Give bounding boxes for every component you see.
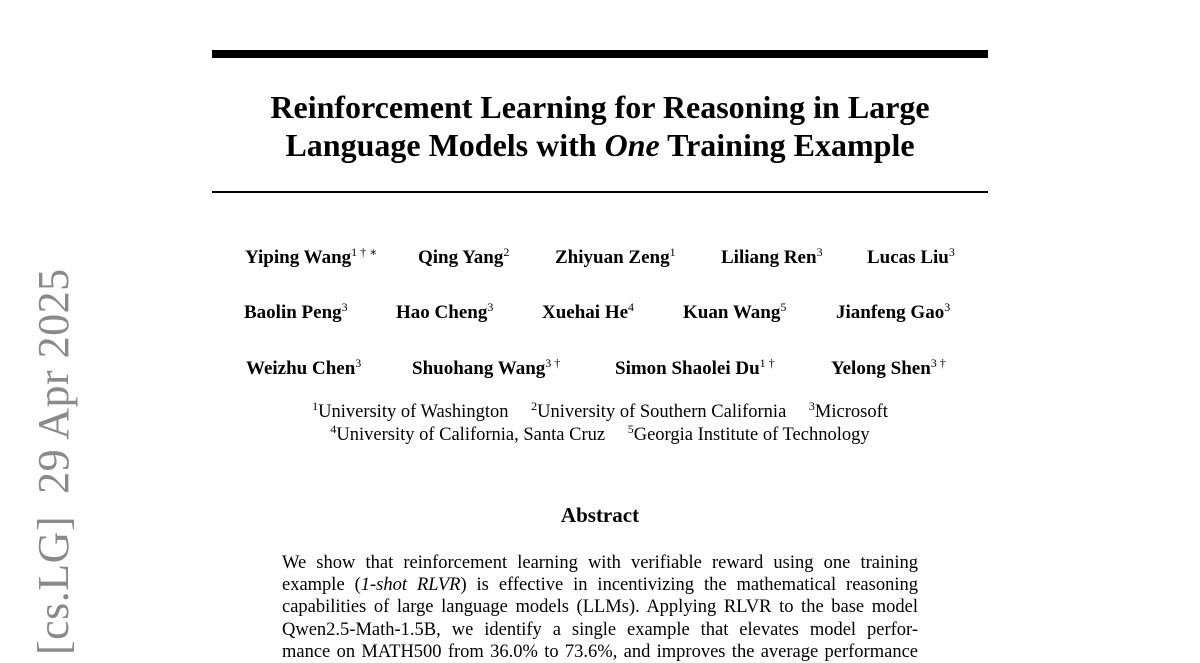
author	[555, 247, 676, 269]
author-name: Xuehai He	[542, 302, 629, 323]
abstract-line	[282, 574, 918, 596]
author-marks: 3	[816, 245, 823, 259]
author-marks: 1 † ∗	[351, 245, 378, 259]
author	[542, 302, 634, 324]
author-marks: 3	[341, 300, 348, 314]
author-marks: 2	[503, 245, 510, 259]
author	[615, 358, 775, 380]
title-top-rule	[212, 50, 988, 58]
author	[412, 358, 560, 380]
author-marks: 3 †	[545, 356, 561, 370]
affiliation-name: University of Southern California	[537, 402, 787, 422]
abstract-text: ) is effective in incentivizing the mathematical reasoning	[460, 575, 918, 596]
abstract-line: Qwen2.5-Math-1.5B, we identify a single example that elevates model perfor-	[282, 619, 918, 640]
author-marks: 3	[355, 356, 362, 370]
author-name: Simon Shaolei Du	[615, 358, 760, 379]
author	[831, 358, 946, 380]
affiliation	[808, 399, 888, 422]
affiliation-number: 2	[531, 399, 538, 413]
abstract-emphasis: 1-shot RLVR	[360, 575, 461, 596]
abstract-line: mance on MATH500 from 36.0% to 73.6%, and improves the average performance	[282, 641, 918, 662]
affiliation-number: 1	[312, 399, 319, 413]
title-line-2-end: Training Example	[659, 127, 915, 163]
author-name: Hao Cheng	[396, 302, 488, 323]
author-marks: 3	[487, 300, 494, 314]
author-name: Weizhu Chen	[246, 358, 356, 379]
author	[836, 302, 950, 324]
affiliation	[312, 399, 509, 422]
author	[245, 247, 377, 269]
paper-title	[212, 88, 988, 164]
author	[721, 247, 823, 269]
abstract-line: capabilities of large language models (LLMs). Applying RLVR to the base model	[282, 597, 918, 618]
affiliation	[627, 422, 870, 445]
author	[867, 247, 955, 269]
abstract-heading: Abstract	[560, 503, 640, 527]
affiliation-name: Georgia Institute of Technology	[633, 425, 870, 445]
author-marks: 3	[944, 300, 951, 314]
author-marks: 4	[628, 300, 635, 314]
affiliation	[531, 399, 787, 422]
author-name: Lucas Liu	[867, 247, 949, 268]
author	[418, 247, 509, 269]
affiliation-number: 3	[808, 399, 815, 413]
author-marks: 1	[669, 245, 676, 259]
abstract-body	[282, 552, 918, 663]
author-name: Zhiyuan Zeng	[555, 247, 670, 268]
author-name: Yelong Shen	[831, 358, 931, 379]
author-marks: 3	[948, 245, 955, 259]
author-name: Yiping Wang	[245, 247, 352, 268]
affiliations-line-2	[212, 422, 988, 446]
author	[246, 358, 361, 380]
arxiv-category: [cs.LG]	[29, 515, 78, 655]
author-name: Kuan Wang	[683, 302, 781, 323]
affiliation-number: 5	[627, 422, 634, 436]
title-line-2	[212, 126, 988, 164]
affiliation-number: 4	[330, 422, 337, 436]
title-line-2-start: Language Models with	[285, 127, 605, 163]
author	[396, 302, 493, 324]
affiliation	[330, 422, 606, 445]
arxiv-date: 29 Apr 2025	[29, 268, 78, 494]
affiliations-line-1	[212, 399, 988, 423]
author-marks: 5	[780, 300, 787, 314]
affiliation-name: University of California, Santa Cruz	[336, 425, 606, 445]
title-line-1: Reinforcement Learning for Reasoning in Large	[270, 89, 930, 125]
title-bottom-rule	[212, 191, 988, 193]
abstract-line: We show that reinforcement learning with verifiable reward using one training	[282, 553, 918, 573]
author-name: Qing Yang	[418, 247, 504, 268]
author	[244, 302, 348, 324]
affiliation-name: Microsoft	[814, 402, 888, 422]
author	[683, 302, 786, 324]
author-name: Liliang Ren	[721, 247, 817, 268]
affiliation-name: University of Washington	[318, 402, 509, 422]
abstract-text: example (	[282, 575, 361, 596]
author-name: Shuohang Wang	[412, 358, 546, 379]
author-marks: 3 †	[930, 356, 946, 370]
author-name: Jianfeng Gao	[836, 302, 945, 323]
author-marks: 1 †	[759, 356, 775, 370]
title-emphasis: One	[604, 127, 660, 163]
arxiv-side-stamp	[28, 268, 79, 655]
author-name: Baolin Peng	[244, 302, 342, 323]
